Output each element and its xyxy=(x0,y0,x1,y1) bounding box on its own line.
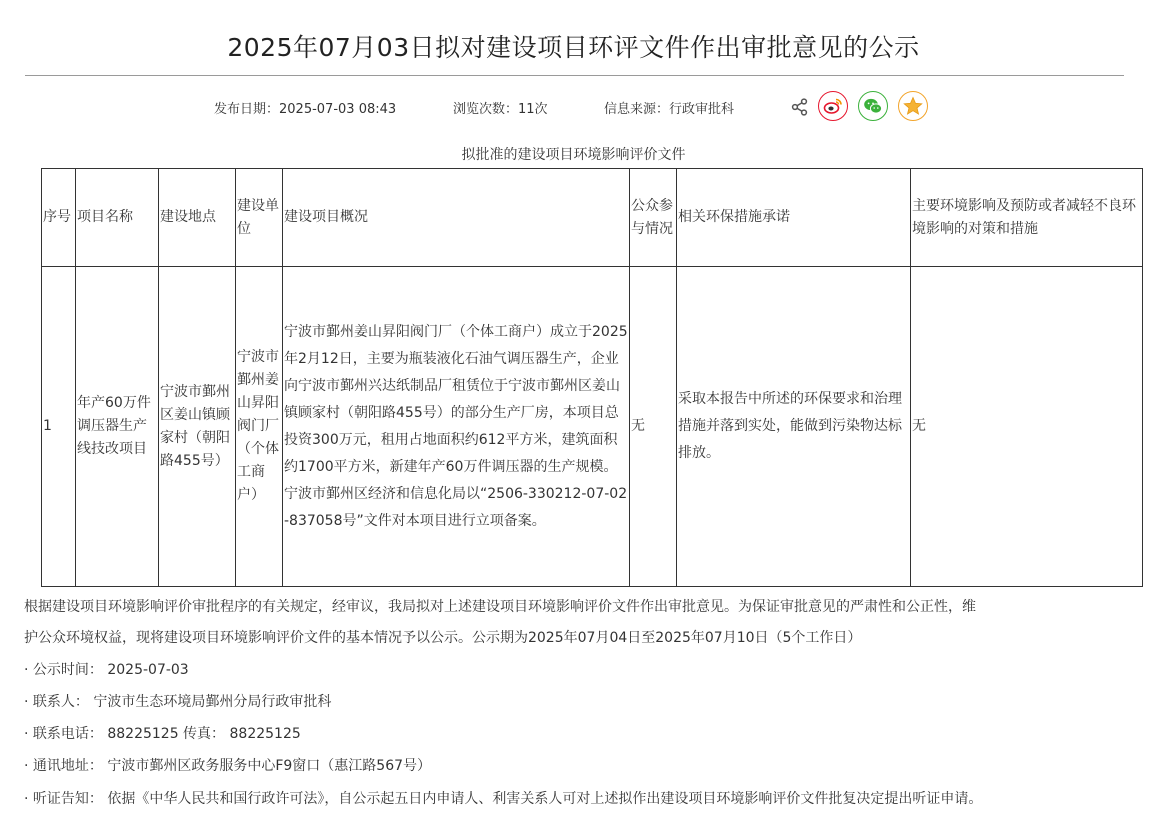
wechat-icon[interactable] xyxy=(858,91,888,121)
table-caption: 拟批准的建设项目环境影响评价文件 xyxy=(461,147,686,163)
view-count-value: 11次 xyxy=(518,102,548,117)
cell-measures: 无 xyxy=(911,267,1143,587)
title-divider xyxy=(25,75,1124,76)
info-source-value: 行政审批科 xyxy=(669,102,735,117)
info-source xyxy=(604,98,734,118)
header-cell-unit: 建设单位 xyxy=(236,169,283,267)
cell-public-participation: 无 xyxy=(630,267,677,587)
notice-time: · 公示时间： 2025-07-03 xyxy=(24,662,189,678)
notice-address: · 通讯地址： 宁波市鄞州区政务服务中心F9窗口（惠江路567号） xyxy=(24,758,432,774)
publish-date-value: 2025-07-03 08:43 xyxy=(279,102,397,117)
weibo-icon[interactable] xyxy=(818,91,848,121)
notice-contact: · 联系人： 宁波市生态环境局鄞州分局行政审批科 xyxy=(24,694,332,710)
notice-phone-fax: · 联系电话： 88225125 传真： 88225125 xyxy=(24,726,301,742)
info-source-label: 信息来源： xyxy=(604,102,670,117)
header-cell-measures: 主要环境影响及预防或者减轻不良环境影响的对策和措施 xyxy=(911,169,1143,267)
header-cell-commitment: 相关环保措施承诺 xyxy=(677,169,911,267)
publish-date-label: 发布日期： xyxy=(214,102,280,117)
header-cell-project-name: 项目名称 xyxy=(76,169,159,267)
cell-location: 宁波市鄞州区姜山镇顾家村（朝阳路455号） xyxy=(159,267,236,587)
cell-unit: 宁波市鄞州姜山昇阳阀门厂（个体工商户） xyxy=(236,267,283,587)
notice-paragraph-line1: 根据建设项目环境影响评价审批程序的有关规定，经审议，我局拟对上述建设项目环境影响评价文件作出审批意见。为保证审批意见的严肃性和公正性，维 xyxy=(24,599,976,615)
project-table xyxy=(41,168,1143,587)
header-cell-no: 序号 xyxy=(42,169,76,267)
notice-hearing: · 听证告知： 依据《中华人民共和国行政许可法》，自公示起五日内申请人、利害关系人可对上述拟作出建设项目环境影响评价文件批复决定提出听证申请。 xyxy=(24,791,983,807)
favorite-star-icon[interactable] xyxy=(898,91,928,121)
page-title: 2025年07月03日拟对建设项目环评文件作出审批意见的公示 xyxy=(227,33,920,62)
cell-no: 1 xyxy=(42,267,76,587)
header-cell-overview: 建设项目概况 xyxy=(283,169,630,267)
view-count xyxy=(453,98,548,118)
cell-overview: 宁波市鄞州姜山昇阳阀门厂（个体工商户）成立于2025年2月12日，主要为瓶装液化石油气调压器生产，企业向宁波市鄞州兴达纸制品厂租赁位于宁波市鄞州区姜山镇顾家村（朝阳路455号）的部分生产厂房，本项目总投资300万元，租用占地面积约612平方米，建筑面积约1700平方米，新建年产60万件调压器的生产规模。宁波市鄞州区经济和信息化局以“2506-330212-07-02-837058号”文件对本项目进行立项备案。 xyxy=(283,267,630,587)
header-cell-location: 建设地点 xyxy=(159,169,236,267)
publish-date xyxy=(214,98,396,118)
cell-project-name: 年产60万件调压器生产线技改项目 xyxy=(76,267,159,587)
table-row xyxy=(42,267,1143,587)
header-cell-public-participation: 公众参与情况 xyxy=(630,169,677,267)
share-icon[interactable] xyxy=(790,97,810,117)
notice-paragraph-line2: 护公众环境权益，现将建设项目环境影响评价文件的基本情况予以公示。公示期为2025年07月04日至2025年07月10日（5个工作日） xyxy=(24,630,862,646)
view-count-label: 浏览次数： xyxy=(453,102,519,117)
cell-commitment: 采取本报告中所述的环保要求和治理措施并落到实处，能做到污染物达标排放。 xyxy=(677,267,911,587)
table-header-row xyxy=(42,169,1143,267)
